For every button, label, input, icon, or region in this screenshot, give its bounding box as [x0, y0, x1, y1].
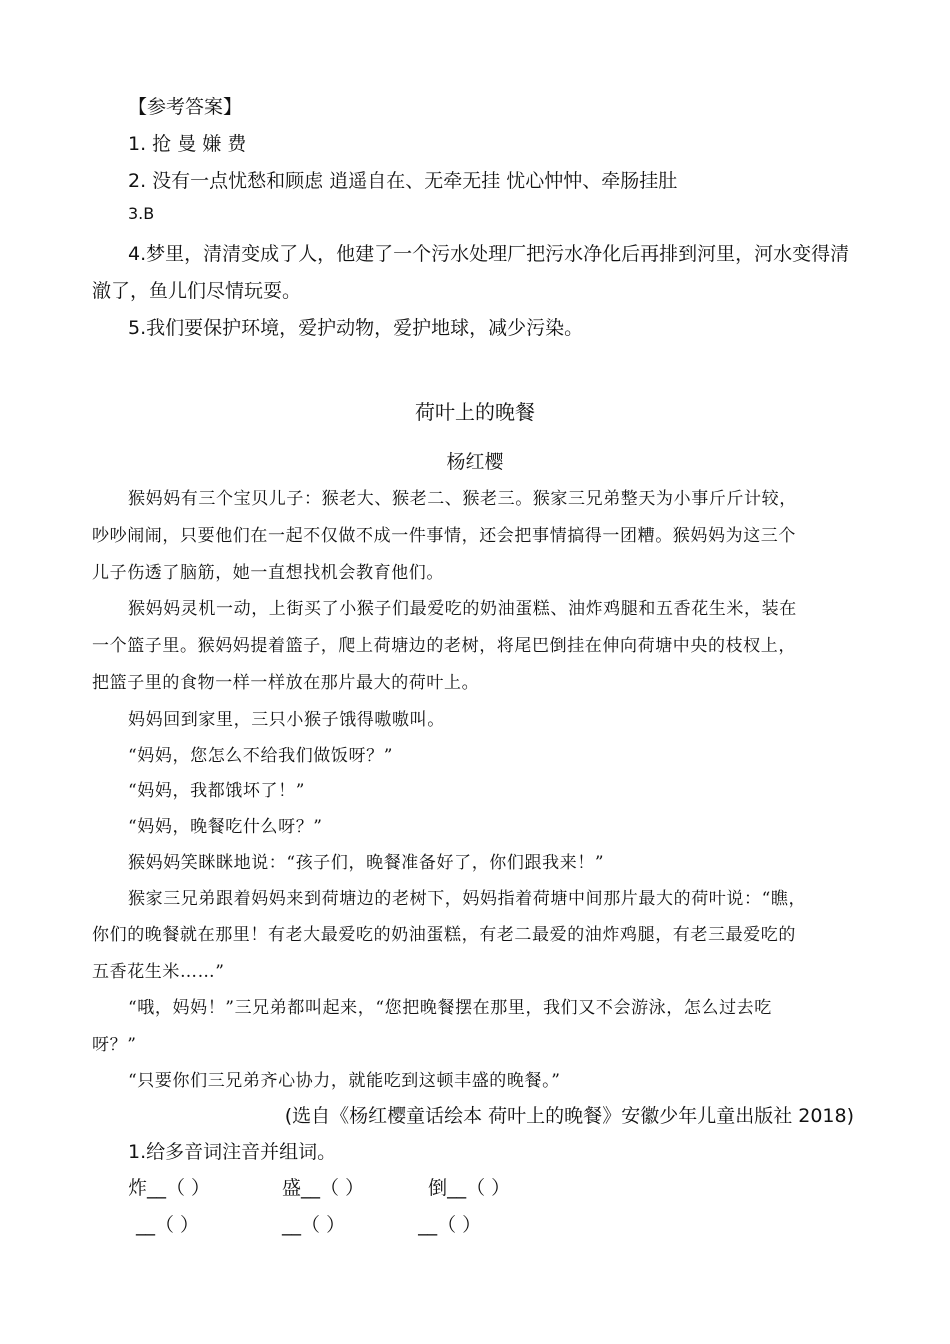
polyphone-row-1 — [128, 1173, 510, 1200]
story-author: 杨红樱 — [446, 451, 504, 473]
story-p9-line-2: 呀？” — [92, 1035, 137, 1055]
story-p8-line-3: 五香花生米……” — [92, 962, 225, 982]
story-p8-line-1: 猴家三兄弟跟着妈妈来到荷塘边的老树下，妈妈指着荷塘中间那片最大的荷叶说：“瞧， — [128, 889, 807, 909]
answer-5: 5.我们要保护环境，爱护动物，爱护地球，减少污染。 — [128, 317, 584, 339]
story-p2-line-3: 把篮子里的食物一样一样放在那片最大的荷叶上。 — [92, 673, 480, 693]
answers-heading: 【参考答案】 — [128, 96, 243, 118]
story-source: (选自《杨红樱童话绘本 荷叶上的晚餐》安徽少年儿童出版社 2018) — [284, 1105, 854, 1127]
polyphone-blank-1[interactable]: __（ ） — [136, 1214, 200, 1236]
story-p2-line-2: 一个篮子里。猴妈妈提着篮子，爬上荷塘边的老树，将尾巴倒挂在伸向荷塘中央的枝杈上， — [92, 636, 796, 656]
story-p10: “只要你们三兄弟齐心协力，就能吃到这顿丰盛的晚餐。” — [128, 1071, 561, 1091]
polyphone-dao[interactable]: 倒__（ ） — [428, 1177, 511, 1199]
story-p2-line-1: 猴妈妈灵机一动，上街买了小猴子们最爱吃的奶油蛋糕、油炸鸡腿和五香花生米，装在 — [128, 599, 797, 619]
story-p4: “妈妈，您怎么不给我们做饭呀？” — [128, 746, 393, 766]
answer-2: 2. 没有一点忧愁和顾虑 逍遥自在、无牵无挂 忧心忡忡、牵肠挂肚 — [128, 170, 678, 192]
polyphone-blank-3[interactable]: __（ ） — [418, 1214, 482, 1236]
story-p5: “妈妈，我都饿坏了！” — [128, 781, 305, 801]
story-p9-line-1: “哦，妈妈！”三兄弟都叫起来，“您把晚餐摆在那里，我们又不会游泳，怎么过去吃 — [128, 998, 772, 1018]
story-title: 荷叶上的晚餐 — [415, 400, 535, 424]
polyphone-row-2 — [136, 1210, 481, 1237]
story-p6: “妈妈，晚餐吃什么呀？” — [128, 817, 323, 837]
polyphone-blank-2[interactable]: __（ ） — [282, 1214, 346, 1236]
question-1: 1.给多音词注音并组词。 — [128, 1141, 337, 1163]
answer-3: 3.B — [128, 204, 155, 223]
polyphone-sheng[interactable]: 盛__（ ） — [282, 1177, 365, 1199]
answer-4-line-1: 4.梦里，清清变成了人，他建了一个污水处理厂把污水净化后再排到河里，河水变得清 — [128, 243, 850, 265]
answer-1: 1. 抢 曼 嫌 费 — [128, 133, 247, 155]
story-p1-line-3: 儿子伤透了脑筋，她一直想找机会教育他们。 — [92, 563, 444, 583]
story-p1-line-1: 猴妈妈有三个宝贝儿子：猴老大、猴老二、猴老三。猴家三兄弟整天为小事斤斤计较， — [128, 489, 797, 509]
story-p3: 妈妈回到家里，三只小猴子饿得嗷嗷叫。 — [128, 710, 445, 730]
story-p8-line-2: 你们的晚餐就在那里！有老大最爱吃的奶油蛋糕，有老二最爱的油炸鸡腿，有老三最爱吃的 — [92, 925, 796, 945]
story-p7: 猴妈妈笑眯眯地说：“孩子们，晚餐准备好了，你们跟我来！” — [128, 853, 605, 873]
story-p1-line-2: 吵吵闹闹，只要他们在一起不仅做不成一件事情，还会把事情搞得一团糟。猴妈妈为这三个 — [92, 526, 796, 546]
answer-4-line-2: 澈了，鱼儿们尽情玩耍。 — [92, 280, 302, 302]
polyphone-zha[interactable]: 炸__（ ） — [128, 1177, 211, 1199]
